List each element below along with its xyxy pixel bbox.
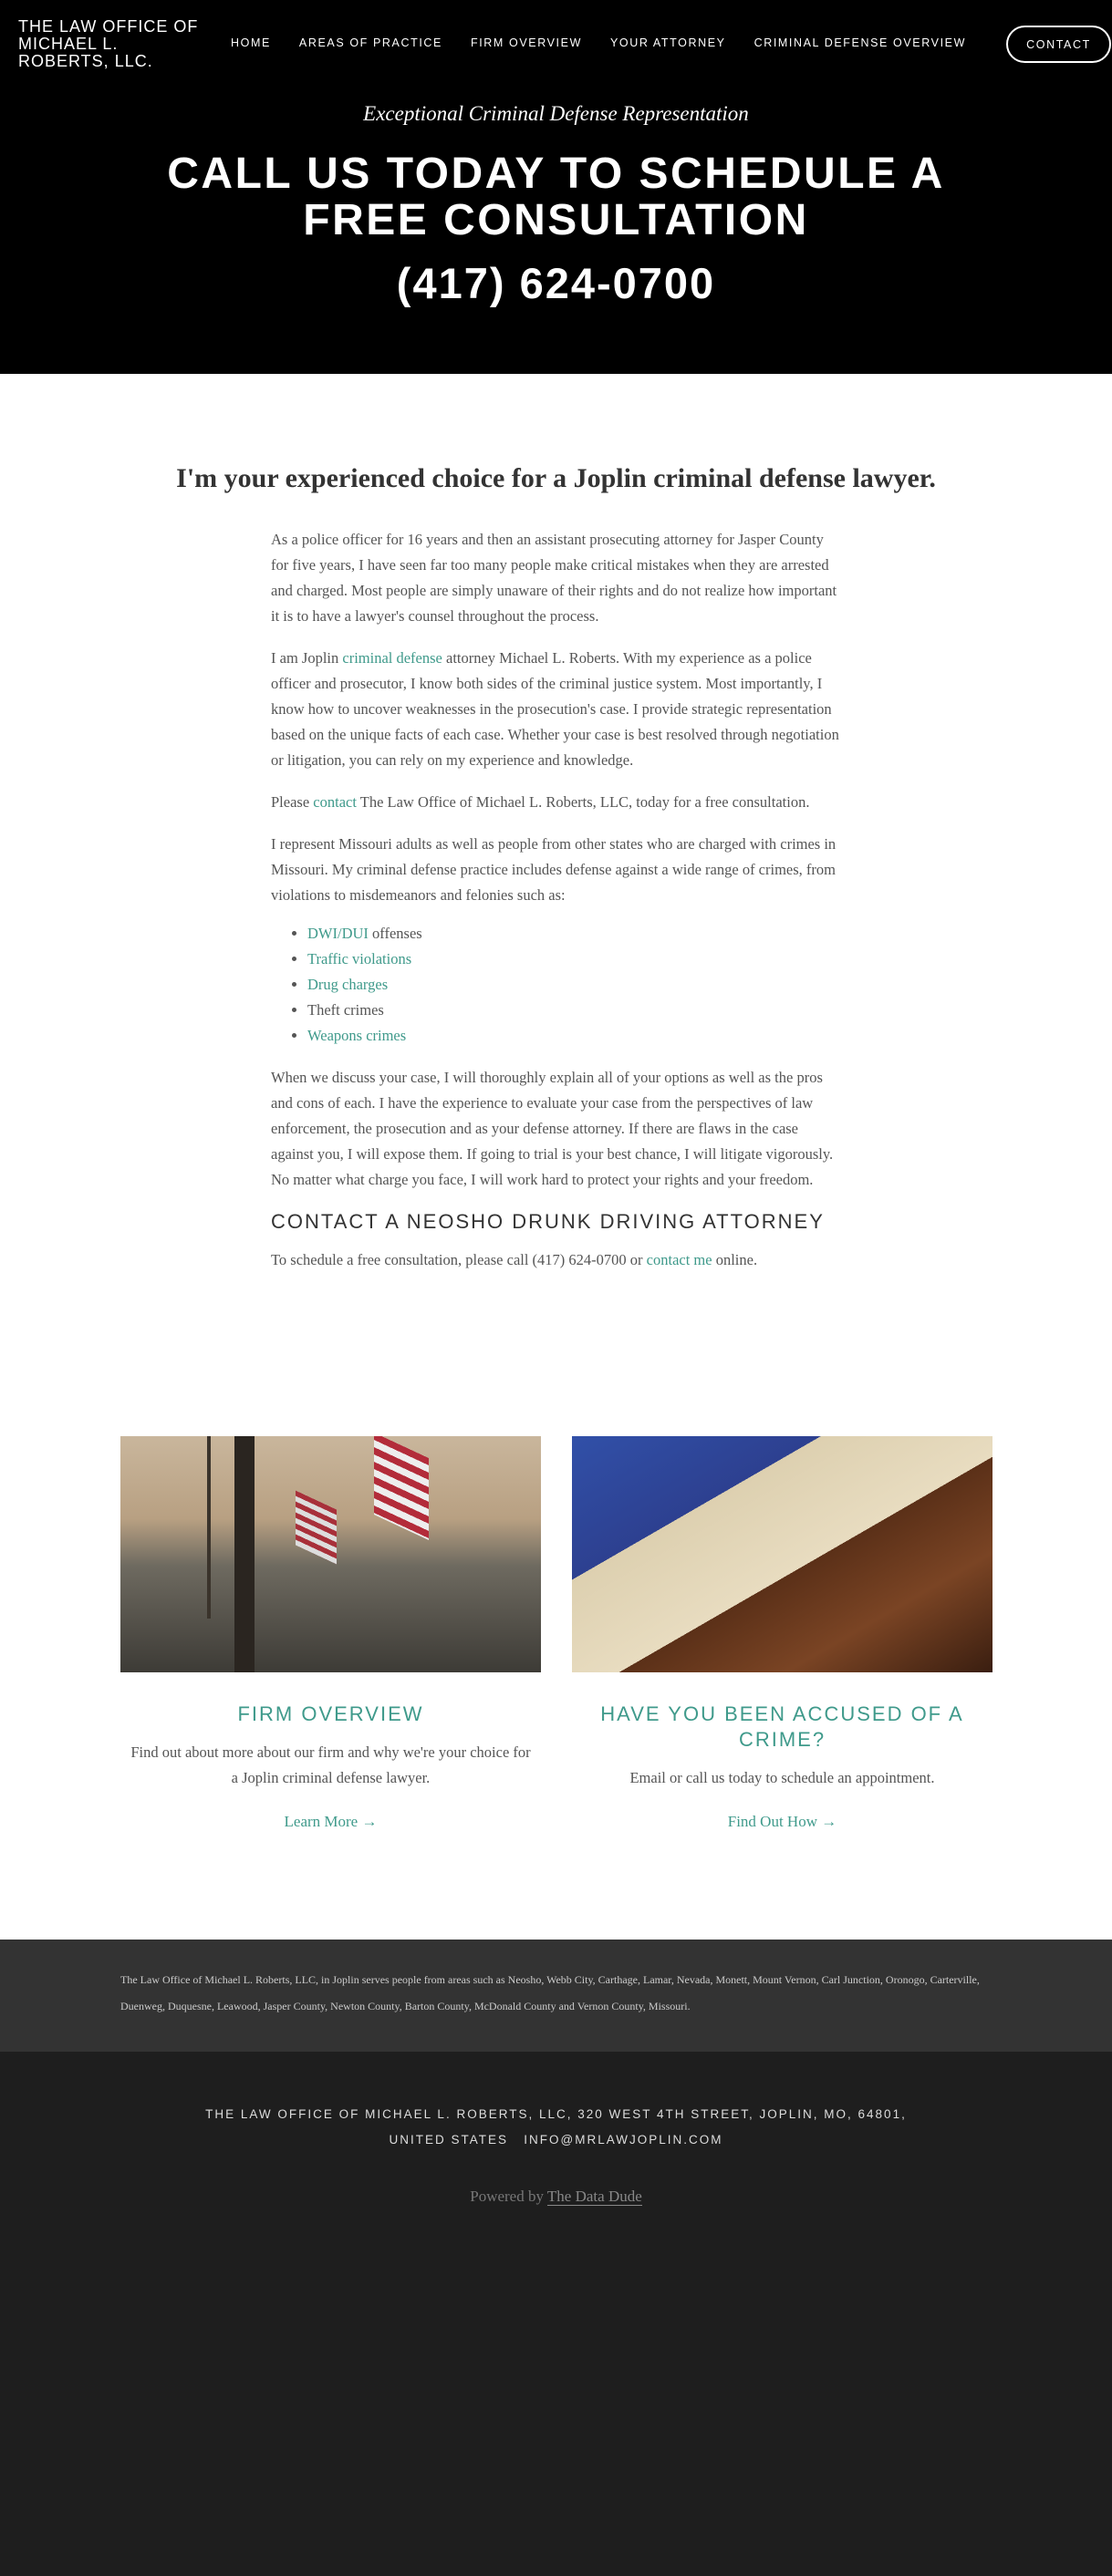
dwi-link[interactable]: DWI/DUI	[307, 925, 369, 942]
nav-home[interactable]: HOME	[231, 36, 271, 49]
crime-list	[307, 921, 841, 1049]
contact-button[interactable]: CONTACT	[1006, 26, 1111, 63]
list-item	[307, 972, 841, 998]
text: offenses	[368, 925, 422, 942]
list-item	[307, 1023, 841, 1049]
text: Please	[271, 793, 314, 811]
nav-your-attorney[interactable]: YOUR ATTORNEY	[609, 36, 726, 49]
nav-criminal-defense-overview[interactable]: CRIMINAL DEFENSE OVERVIEW	[753, 36, 966, 49]
paragraph-1: As a police officer for 16 years and then an assistant prosecuting attorney for Jasper County for five years, I have seen far too many people make critical mistakes when they are arrested and charged. Most people are simply unaware of their rights and do not realize how important it is to have a lawyer's counsel throughout the process.	[271, 531, 837, 625]
card-title: HAVE YOU BEEN ACCUSED OF A CRIME?	[600, 1702, 964, 1751]
hero-header	[0, 0, 1112, 374]
page-title: I'm your experienced choice for a Joplin criminal defense lawyer.	[176, 463, 936, 493]
article-body	[271, 527, 841, 1289]
contact-me-link[interactable]: contact me	[646, 1251, 712, 1268]
data-dude-link[interactable]: The Data Dude	[546, 2188, 642, 2205]
text: To schedule a free consultation, please call (417) 624-0700 or	[271, 1251, 647, 1268]
text: The Law Office of Michael L. Roberts, LLC, today for a free consultation.	[356, 793, 810, 811]
main-content	[0, 374, 1112, 1940]
weapons-link[interactable]: Weapons crimes	[307, 1027, 407, 1044]
hero-headline-text: CALL US TODAY TO SCHEDULE A FREE CONSULTATION	[167, 150, 945, 244]
list-item: • Theft crimes	[307, 998, 841, 1023]
email-link[interactable]: INFO@MRLAWJOPLIN.COM	[524, 2133, 723, 2147]
flags-image	[120, 1436, 541, 1672]
paragraph-6	[271, 1247, 841, 1273]
contact-link[interactable]: contact	[313, 793, 357, 811]
list-item	[307, 921, 841, 947]
hero-tagline: Exceptional Criminal Defense Representation	[363, 102, 749, 125]
footer-address	[182, 2102, 930, 2153]
paragraph-5: When we discuss your case, I will thoroughly explain all of your options as well as the pros and cons of each. I have the experience to evaluate your case from the perspectives of law enforcement, the prosecution and as your defense attorney. If there are flaws in the case against you, I will expose them. If going to trial is your best chance, I will litigate vigorously. No matter what charge you face, I will work hard to protect your rights and your freedom.	[271, 1069, 834, 1188]
accused-card	[572, 1436, 992, 1831]
list-item	[307, 947, 841, 972]
card-text: Email or call us today to schedule an appointment.	[629, 1769, 935, 1786]
paragraph-3	[271, 790, 841, 815]
hero-headline	[0, 150, 1112, 243]
paragraph-4: I represent Missouri adults as well as people from other states who are charged with crimes in Missouri. My criminal defense practice includes defense against a wide range of crimes, from violations to misdemeanors and felonies such as:	[271, 835, 837, 904]
traffic-link[interactable]: Traffic violations	[307, 950, 412, 967]
text: attorney Michael L. Roberts. With my experience as a police officer and prosecutor, I know both sides of the criminal justice system. Most importantly, I know how to uncover weaknesses in the prosecution's case. I provide strategic representation based on the unique facts of each case. Whether your case is best resolved through negotiation or litigation, you can rely on my experience and knowledge.	[271, 649, 839, 769]
contact-heading: CONTACT A NEOSHO DRUNK DRIVING ATTORNEY	[271, 1210, 825, 1233]
address-text: THE LAW OFFICE OF MICHAEL L. ROBERTS, LLC, 320 WEST 4TH STREET, JOPLIN, MO, 64801, UNITED STATES	[205, 2107, 907, 2147]
paragraph-2	[271, 646, 841, 773]
drug-link[interactable]: Drug charges	[307, 976, 389, 993]
find-out-how-link[interactable]: Find Out How →	[727, 1813, 837, 1830]
learn-more-link[interactable]: Learn More →	[284, 1813, 378, 1830]
hero-phone[interactable]: (417) 624-0700	[396, 259, 716, 307]
nav-areas-of-practice[interactable]: AREAS OF PRACTICE	[298, 36, 442, 49]
service-areas: The Law Office of Michael L. Roberts, LLC, in Joplin serves people from areas such as Neosho, Webb City, Carthage, Lamar, Nevada, Monett, Mount Vernon, Carl Junction, Oronogo, Carterville, Duenweg, Duquesne, Leawood, Jasper County, Newton County, Barton County, McDonald County and Vernon County, Missouri.	[0, 1940, 1112, 2052]
text: I am Joplin	[271, 649, 343, 667]
criminal-defense-link[interactable]: criminal defense	[342, 649, 442, 667]
firm-overview-card	[120, 1436, 541, 1831]
card-text: Find out about more about our firm and why we're your choice for a Joplin criminal defense lawyer.	[130, 1743, 531, 1786]
text: online.	[712, 1251, 758, 1268]
powered-text: Powered by	[470, 2188, 547, 2205]
powered-by	[0, 2188, 1112, 2206]
card-title: FIRM OVERVIEW	[237, 1702, 424, 1725]
footer	[0, 2052, 1112, 2206]
site-logo[interactable]: THE LAW OFFICE OF MICHAEL L. ROBERTS, LLC.	[18, 17, 199, 70]
main-nav	[231, 36, 966, 49]
nav-firm-overview[interactable]: FIRM OVERVIEW	[471, 36, 582, 49]
gavel-constitution-image	[572, 1436, 992, 1672]
